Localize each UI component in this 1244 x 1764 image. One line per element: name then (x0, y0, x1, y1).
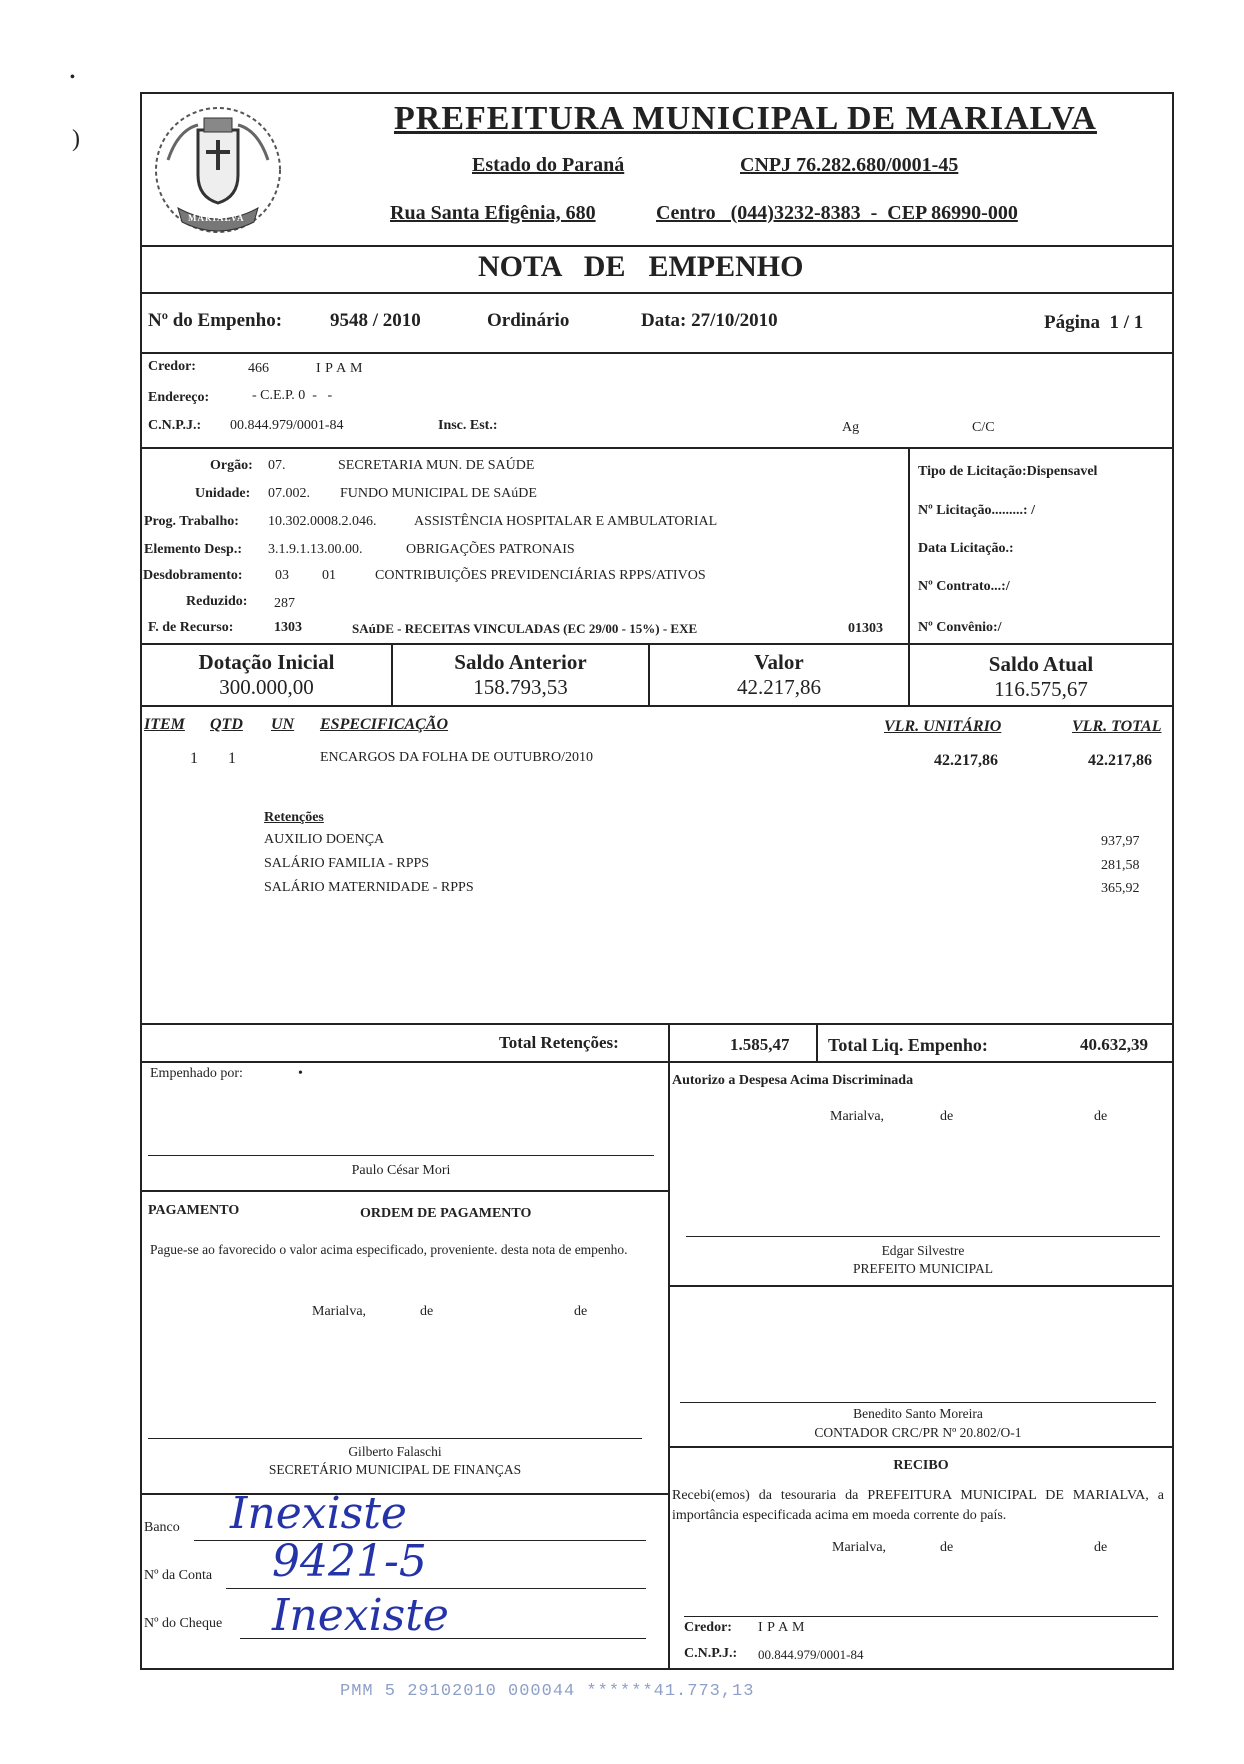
retencao-value: 281,58 (1101, 858, 1140, 873)
prog-trabalho-name: ASSISTÊNCIA HOSPITALAR E AMBULATORIAL (414, 514, 718, 529)
licitacao-data: Data Licitação.: (918, 541, 1014, 556)
recibo-city: Marialva, (832, 1540, 887, 1555)
credor-name: I P A M (316, 361, 363, 376)
total-retencoes-label: Total Retenções: (499, 1033, 619, 1052)
unidade-label: Unidade: (195, 486, 251, 501)
header-contact: Centro (044)3232-8383 - CEP 86990-000 (656, 202, 1018, 224)
credor-cnpj: 00.844.979/0001-84 (230, 418, 344, 433)
bank-stamp: PMM 5 29102010 000044 ******41.773,13 (340, 1682, 755, 1701)
banco-handwritten: Inexiste (230, 1488, 407, 1539)
recibo-label: RECIBO (893, 1458, 949, 1473)
ordem-pagamento-label: ORDEM DE PAGAMENTO (360, 1206, 532, 1221)
orgao-label: Orgão: (210, 458, 253, 473)
licitacao-contrato: Nº Contrato...:/ (918, 579, 1010, 594)
doc-title: NOTA DE EMPENHO (478, 250, 804, 283)
saldo-atual-label: Saldo Atual (988, 652, 1094, 676)
empenho-date: Data: 27/10/2010 (641, 310, 778, 331)
desdobramento-sub: 01 (322, 568, 336, 583)
recurso-num: 01303 (848, 621, 883, 636)
signature-line (148, 1155, 654, 1156)
retencoes-label: Retenções (264, 810, 324, 825)
insc-est-label: Insc. Est.: (438, 418, 498, 433)
pagamento-city: Marialva, (312, 1304, 367, 1319)
licitacao-tipo: Tipo de Licitação:Dispensavel (918, 464, 1098, 479)
valor-value: 42.217,86 (737, 675, 821, 699)
retencao-value: 365,92 (1101, 881, 1140, 896)
autorizo-label: Autorizo a Despesa Acima Discriminada (672, 1073, 914, 1088)
item-row-unit-value: 42.217,86 (934, 752, 998, 769)
item-row-total-value: 42.217,86 (1088, 752, 1152, 769)
orgao-code: 07. (268, 458, 286, 473)
valor-label: Valor (754, 650, 804, 674)
recurso-label: F. de Recurso: (148, 620, 234, 635)
items-header-especificacao: ESPECIFICAÇÃO (320, 716, 449, 733)
endereco-label: Endereço: (148, 390, 210, 405)
prog-trabalho-code: 10.302.0008.2.046. (268, 514, 377, 529)
licitacao-convenio: Nº Convênio:/ (918, 620, 1002, 635)
items-header-total-value: VLR. TOTAL (1072, 718, 1162, 735)
saldo-anterior-label: Saldo Anterior (454, 650, 587, 674)
desdobramento-label: Desdobramento: (143, 568, 243, 583)
conta-line (226, 1588, 646, 1589)
dotacao-inicial-label: Dotação Inicial (198, 650, 335, 674)
recurso-code: 1303 (274, 620, 302, 635)
items-header-un: UN (271, 716, 295, 733)
credor-cnpj-label: C.N.P.J.: (148, 418, 202, 433)
autorizo-signer: Edgar Silvestre (881, 1243, 965, 1258)
item-row-item: 1 (190, 750, 198, 767)
pagamento-signer: Gilberto Falaschi (348, 1444, 442, 1459)
conta-handwritten: 9421-5 (272, 1536, 427, 1587)
saldo-anterior-value: 158.793,53 (473, 675, 568, 699)
prog-trabalho-label: Prog. Trabalho: (144, 514, 239, 529)
dotacao-inicial-value: 300.000,00 (219, 675, 314, 699)
empenhado-dot: • (298, 1066, 303, 1081)
banco-label: Banco (144, 1520, 180, 1535)
recibo-de: de (1094, 1540, 1108, 1555)
empenho-number: 9548 / 2010 (330, 310, 421, 331)
header-address: Rua Santa Efigênia, 680 (390, 202, 596, 224)
elemento-label: Elemento Desp.: (144, 542, 242, 557)
unidade-name: FUNDO MUNICIPAL DE SAúDE (340, 486, 537, 501)
items-header-qtd: QTD (210, 716, 243, 733)
empenhado-signer: Paulo César Mori (351, 1163, 451, 1178)
desdobramento-code: 03 (275, 568, 289, 583)
reduzido-value: 287 (274, 596, 295, 611)
header-state: Estado do Paraná (472, 154, 625, 176)
orgao-name: SECRETARIA MUN. DE SAÚDE (338, 458, 535, 473)
empenho-page: Página 1 / 1 (1044, 312, 1144, 333)
item-row-especificacao: ENCARGOS DA FOLHA DE OUTUBRO/2010 (320, 750, 594, 765)
empenho-type: Ordinário (487, 310, 570, 331)
autorizo-de: de (940, 1109, 954, 1124)
pagamento-de: de (420, 1304, 434, 1319)
retencao-value: 937,97 (1101, 834, 1140, 849)
conta-corrente-label: C/C (972, 420, 995, 435)
signature-line (680, 1402, 1156, 1403)
recurso-name: SAúDE - RECEITAS VINCULADAS (EC 29/00 - 15%) - EXE (352, 621, 698, 636)
pagamento-text: Pague-se ao favorecido o valor acima especificado, proveniente. desta nota de empenho. (150, 1242, 628, 1257)
autorizo-role: PREFEITO MUNICIPAL (853, 1261, 993, 1276)
autorizo-de: de (1094, 1109, 1108, 1124)
margin-dot: • (70, 70, 75, 85)
recibo-credor-label: Credor: (684, 1620, 732, 1635)
saldo-atual-value: 116.575,67 (994, 677, 1088, 701)
recibo-cnpj: 00.844.979/0001-84 (758, 1647, 864, 1662)
total-liquido-label: Total Liq. Empenho: (828, 1035, 988, 1055)
reduzido-label: Reduzido: (186, 594, 248, 609)
signature-line (148, 1438, 642, 1439)
item-row-qtd: 1 (228, 750, 236, 767)
empenho-number-label: Nº do Empenho: (148, 310, 283, 331)
contador-signer: Benedito Santo Moreira (853, 1406, 983, 1421)
recibo-credor-name: I P A M (758, 1620, 805, 1635)
pagamento-label: PAGAMENTO (148, 1203, 240, 1218)
elemento-code: 3.1.9.1.13.00.00. (268, 542, 363, 557)
recibo-de: de (940, 1540, 954, 1555)
endereco-value: - C.E.P. 0 - - (252, 388, 333, 403)
pagamento-role: SECRETÁRIO MUNICIPAL DE FINANÇAS (268, 1462, 522, 1477)
cheque-handwritten: Inexiste (272, 1590, 449, 1641)
licitacao-numero: Nº Licitação.........: / (918, 503, 1035, 518)
credor-code: 466 (248, 361, 269, 376)
recibo-cnpj-label: C.N.P.J.: (684, 1646, 738, 1661)
margin-paren: ) (72, 126, 80, 152)
header-cnpj: CNPJ 76.282.680/0001-45 (740, 154, 959, 176)
pagamento-de: de (574, 1304, 588, 1319)
total-liquido-value: 40.632,39 (1080, 1035, 1148, 1054)
recibo-text: Recebi(emos) da tesouraria da PREFEITURA MUNICIPAL DE MARIALVA, a importância especificada acima em moeda corrente do país. (672, 1488, 1164, 1523)
desdobramento-name: CONTRIBUIÇÕES PREVIDENCIÁRIAS RPPS/ATIVOS (375, 568, 706, 583)
total-retencoes-value: 1.585,47 (730, 1035, 790, 1054)
elemento-name: OBRIGAÇÕES PATRONAIS (406, 542, 575, 557)
autorizo-city: Marialva, (830, 1109, 885, 1124)
unidade-code: 07.002. (268, 486, 310, 501)
credor-label: Credor: (148, 359, 196, 374)
header-title: PREFEITURA MUNICIPAL DE MARIALVA (394, 100, 1097, 137)
conta-label: Nº da Conta (144, 1568, 213, 1583)
agencia-label: Ag (842, 420, 860, 435)
coat-of-arms-logo: MARIALVA (148, 100, 288, 240)
signature-line (686, 1236, 1160, 1237)
retencao-desc: AUXILIO DOENÇA (264, 832, 385, 847)
retencao-desc: SALÁRIO FAMILIA - RPPS (264, 856, 430, 871)
items-header-item: ITEM (144, 716, 185, 733)
retencao-desc: SALÁRIO MATERNIDADE - RPPS (264, 880, 474, 895)
items-header-unit-value: VLR. UNITÁRIO (884, 718, 1002, 735)
cheque-label: Nº do Cheque (144, 1616, 223, 1631)
empenhado-por-label: Empenhado por: (150, 1066, 243, 1081)
contador-role: CONTADOR CRC/PR Nº 20.802/O-1 (814, 1425, 1022, 1440)
signature-line (684, 1616, 1158, 1617)
